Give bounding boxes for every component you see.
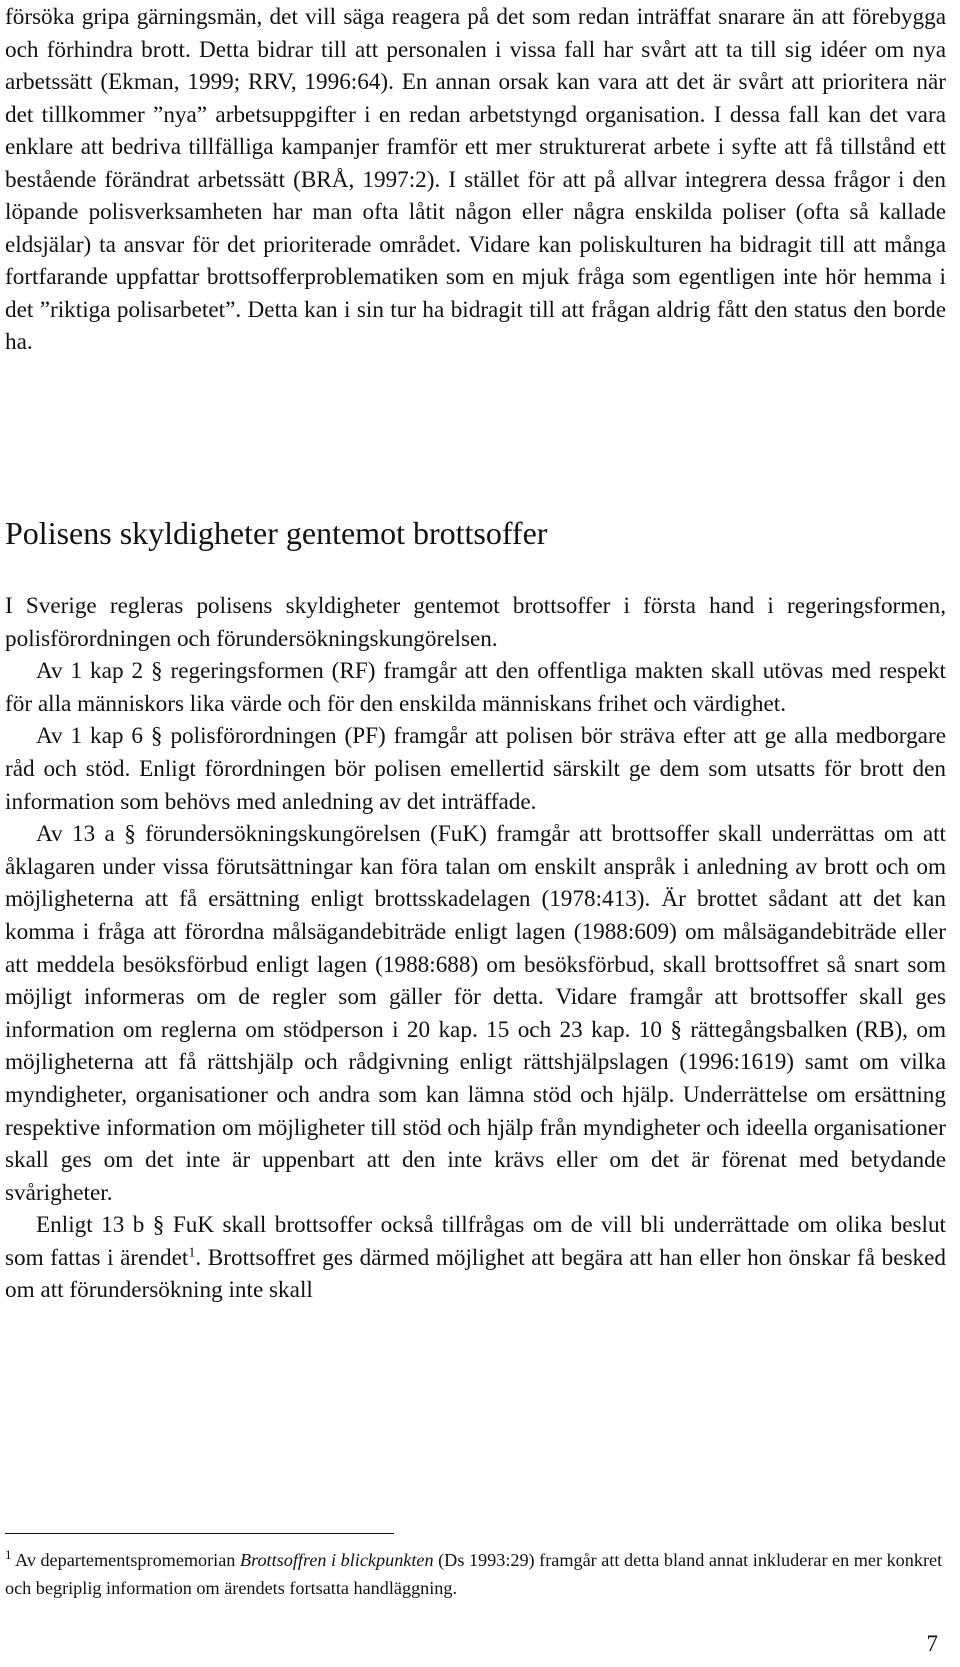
footnote-reference[interactable]: 1: [188, 1245, 196, 1261]
paragraph-fuk-13b-text-cont: . Brottsoffret ges därmed möjlighet att begära att han eller hon önskar få besked om att förundersökning inte skall: [5, 1244, 946, 1304]
footnote-text-cont: (Ds 1993:29) framgår att detta bland annat inkluderar en mer konkret och begriplig information om ärendets fortsatta handläggning.: [5, 1550, 943, 1598]
section-heading: Polisens skyldigheter gentemot brottsoffer: [5, 515, 548, 551]
footnote-1: [5, 1546, 946, 1602]
paragraph-fuk-13a: Av 13 a § förundersökningskungörelsen (FuK) framgår att brottsoffer skall underrättas om att åklagaren under vissa förutsättningar kan föra talan om enskilt anspråk i anledning av brott och om möjligheterna att få ersättning enligt brottsskadelagen (1978:413). Är brottet sådant att det kan komma i fråga att förordna målsägandebiträde enligt lagen (1988:609) om målsägandebiträde eller att meddela besöksförbud enligt lagen (1988:688) om besöksförbud, skall brottsoffret så snart som möjligt informeras om de regler som gäller för detta. Vidare framgår att brottsoffer skall ges information om reglerna om stödperson i 20 kap. 15 och 23 kap. 10 § rättegångsbalken (RB), om möjligheterna att få rättshjälp och rådgivning enligt rättshjälpslagen (1996:1619) samt om vilka myndigheter, organisationer och andra som kan lämna stöd och hjälp. Underrättelse om ersättning respektive information om möjligheter till stöd och hjälp från myndigheter och ideella organisationer skall ges om det inte är uppenbart att den inte krävs eller om det är förenat med betydande svårigheter.: [5, 821, 946, 1206]
footnote-mark: 1: [5, 1546, 12, 1562]
paragraph-pf: Av 1 kap 6 § polisförordningen (PF) framgår att polisen bör sträva efter att ge alla medborgare råd och stöd. Enligt förordningen bör polisen emellertid särskilt ge dem som utsatts för brott den information som behövs med anledning av det inträffade.: [5, 723, 946, 815]
section-body: [5, 590, 946, 1307]
paragraph-intro: I Sverige regleras polisens skyldigheter gentemot brottsoffer i första hand i regeringsformen, polisförordningen och förundersökningskungörelsen.: [5, 593, 946, 652]
page-number: 7: [926, 1631, 938, 1656]
footnote-text: Av departementspromemorian: [11, 1550, 240, 1570]
footnote-divider: [5, 1533, 394, 1534]
paragraph-fuk-13b-text: Enligt 13 b § FuK skall brottsoffer också tillfrågas om de vill bli underrättade om olika beslut som fattas i ärendet: [5, 1212, 946, 1271]
footnotes: [5, 1546, 946, 1602]
footnote-title: Brottsoffren i blickpunkten: [239, 1550, 434, 1570]
continued-paragraph: försöka gripa gärningsmän, det vill säga reagera på det som redan inträffat snarare än att förebygga och förhindra brott. Detta bidrar till att personalen i vissa fall har svårt att ta till sig idéer om nya arbetssätt (Ekman, 1999; RRV, 1996:64). En annan orsak kan vara att det är svårt att prioritera när det tillkommer ”nya” arbetsuppgifter i en redan arbetstyngd organisation. I dessa fall kan det vara enklare att bedriva tillfälliga kampanjer framför ett mer strukturerat arbete i syfte att få tillstånd ett bestående förändrat arbetssätt (BRÅ, 1997:2). I stället för att på allvar integrera dessa frågor i den löpande polisverksamheten har man ofta låtit någon eller några enskilda poliser (ofta så kallade eldsjälar) ta ansvar för det prioriterade området. Vidare kan poliskulturen ha bidragit till att många fortfarande uppfattar brottsofferproblematiken som en mjuk fråga som egentligen inte hör hemma i det ”riktiga polisarbetet”. Detta kan i sin tur ha bidragit till att frågan aldrig fått den status den borde ha.: [5, 4, 946, 355]
paragraph-rf: Av 1 kap 2 § regeringsformen (RF) framgår att den offentliga makten skall utövas med respekt för alla människors lika värde och för den enskilda människans frihet och värdighet.: [5, 658, 946, 717]
paragraph-fuk-13b: [5, 1209, 946, 1307]
